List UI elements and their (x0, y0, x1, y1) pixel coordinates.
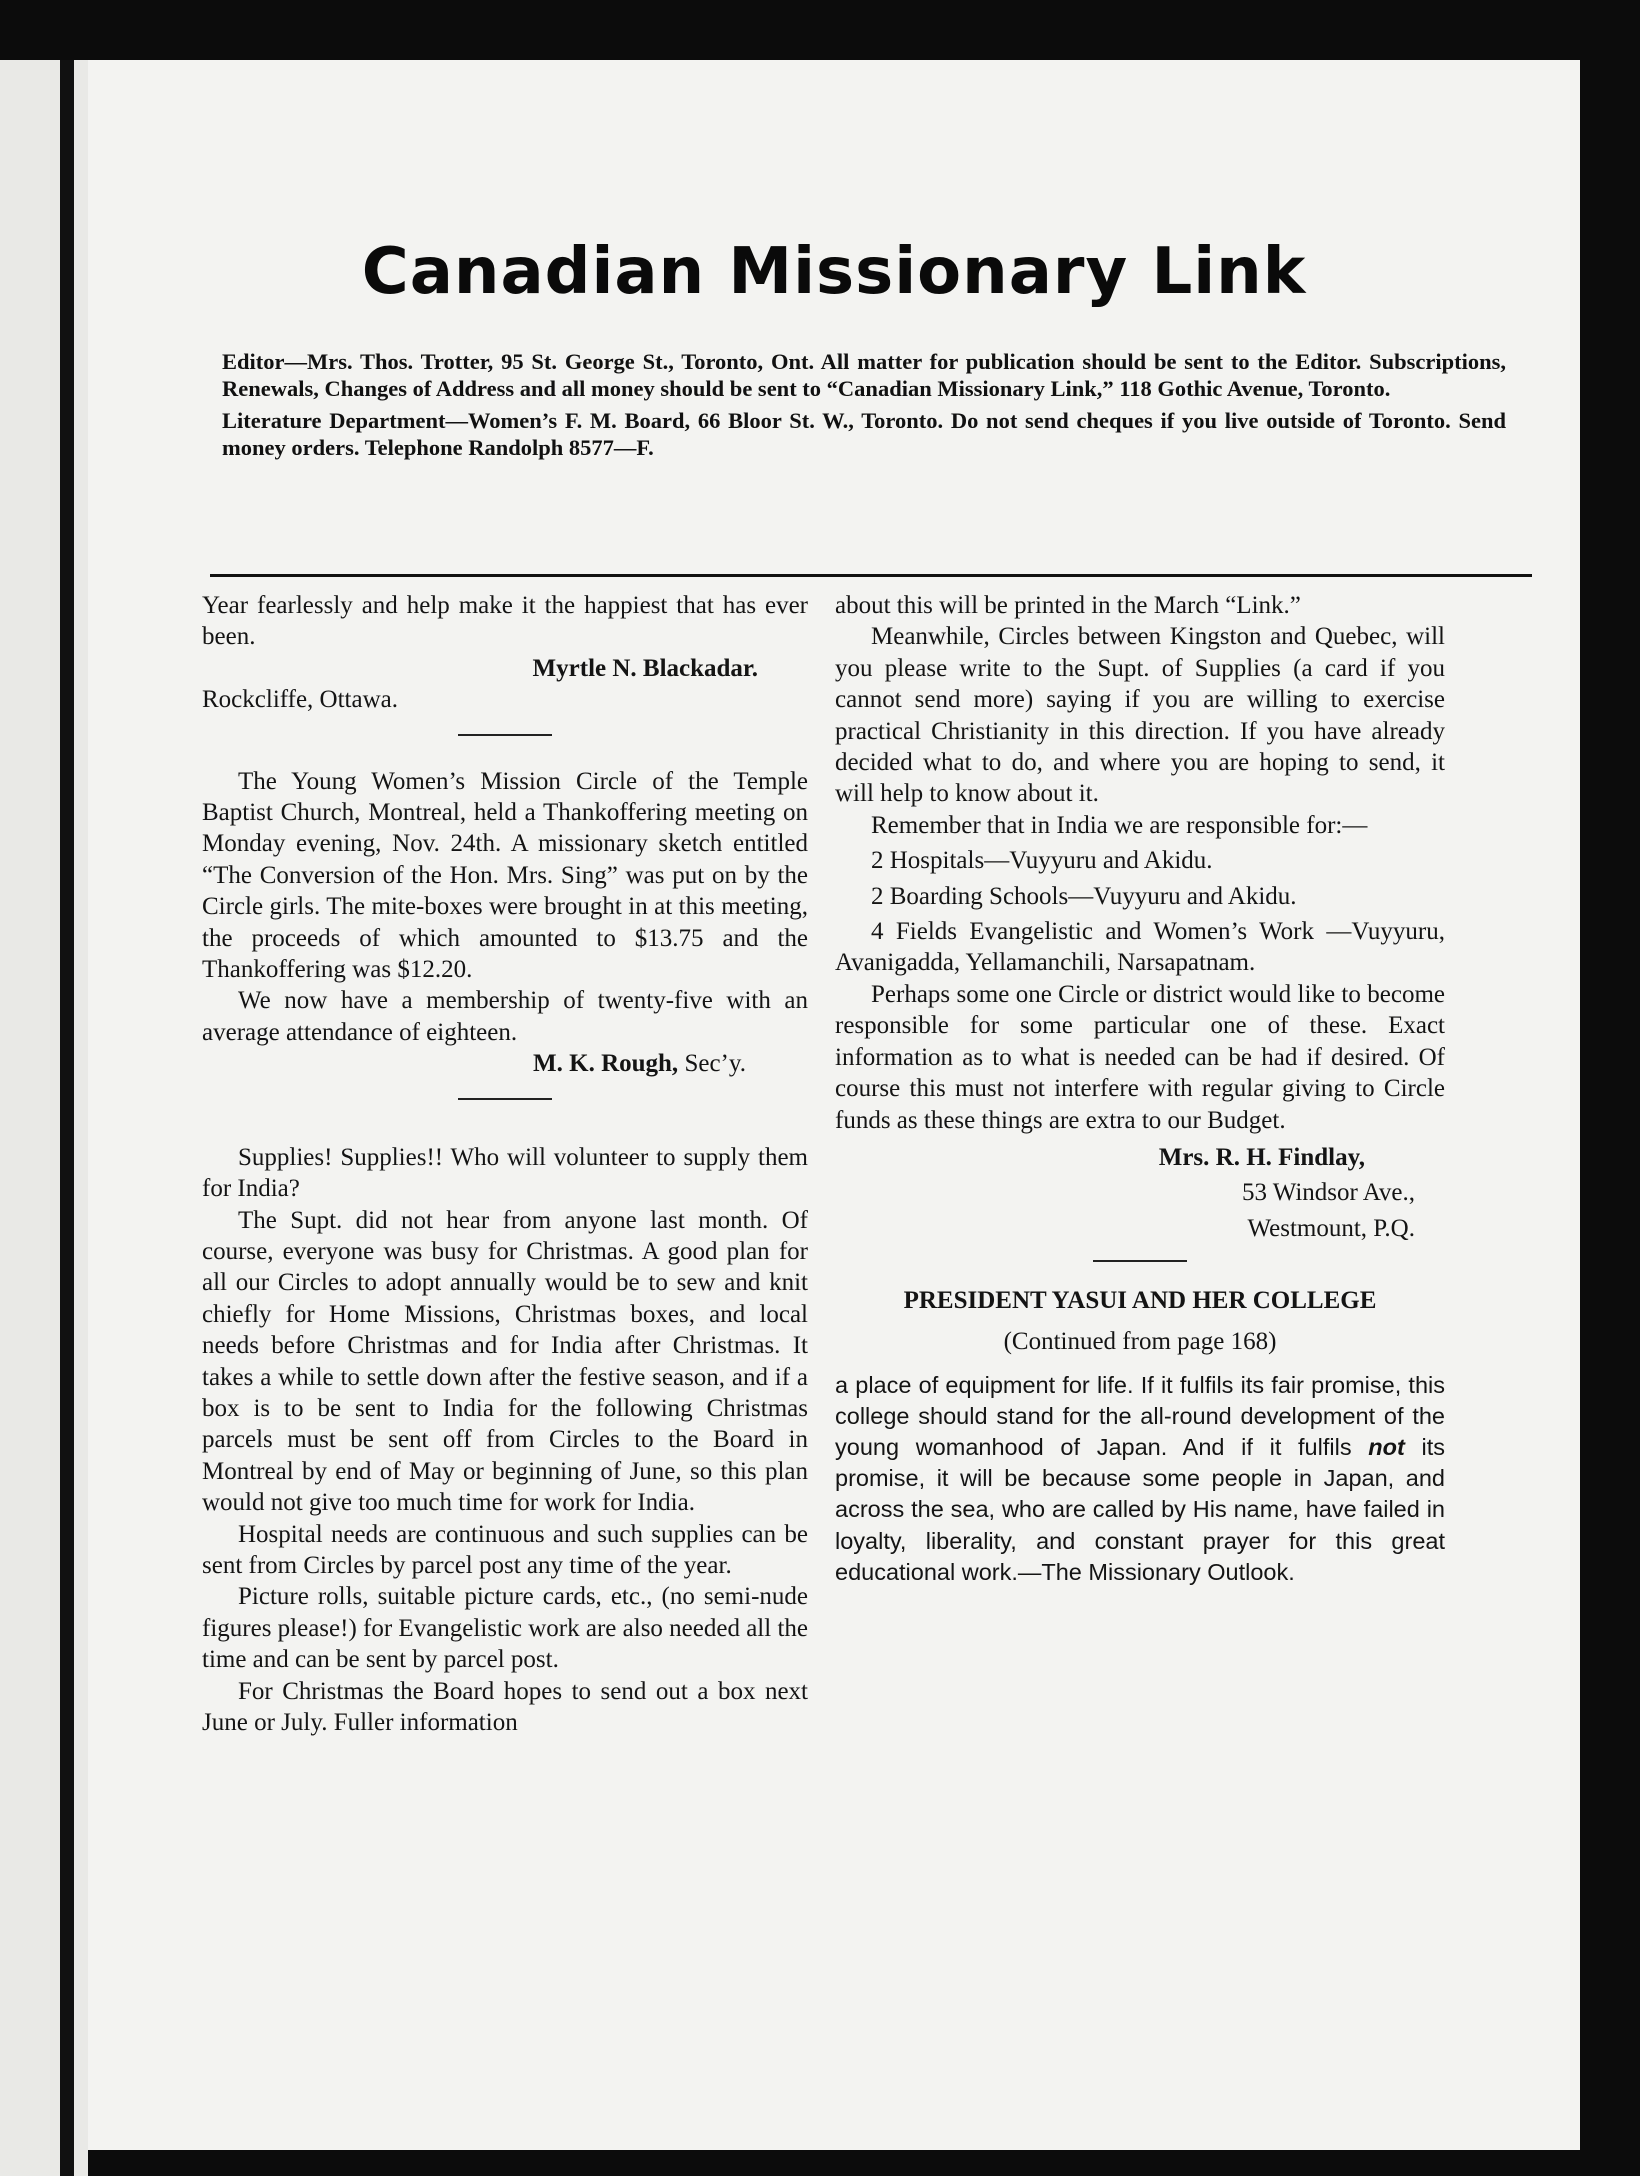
literature-department-info: Literature Department—Women’s F. M. Board, 66 Bloor St. W., Toronto. Do not send cheques if you live outside of Toronto. Send money orders. Telephone Randolph 8577—F. (222, 408, 1506, 460)
section-divider (458, 734, 552, 736)
signature-place: Rockcliffe, Ottawa. (202, 686, 398, 714)
article-heading: PRESIDENT YASUI AND HER COLLEGE (903, 1287, 1377, 1315)
magazine-page (88, 60, 1580, 2150)
signature (202, 1048, 808, 1079)
facing-page-edge (0, 60, 88, 2176)
text-run: a place of equipment for life. If it fulfils its fair promise, this college should stand for the all-round development of the young womanhood of Japan. And if it fulfils (835, 1371, 1445, 1460)
section-divider (1093, 1260, 1187, 1262)
article-paragraph: We now have a membership of twenty-five with an average attendance of eighteen. (202, 987, 808, 1046)
article-paragraph: Year fearlessly and help make it the happiest that has ever been. (202, 592, 808, 651)
left-column (202, 590, 808, 1738)
list-item: 2 Hospitals—Vuyyuru and Akidu. (871, 847, 1213, 875)
article-paragraph: The Supt. did not hear from anyone last month. Of course, everyone was busy for Christmas. A good plan for all our Circles to adopt annually would be to sew and knit chiefly for Home Missions, Christmas boxes, and local needs before Christmas and for India after Christmas. It takes a while to settle down after the festive season, and if a box is to be sent to India for the following Christmas parcels must be sent off from Circles to the Board in Montreal by end of May or beginning of June, so this plan would not give too much time for work for India. (202, 1206, 808, 1517)
section-divider (458, 1098, 552, 1100)
list-item: 2 Boarding Schools—Vuyyuru and Akidu. (871, 882, 1297, 910)
signature-title: Sec’y. (678, 1050, 746, 1078)
editorial-info: Editor—Mrs. Thos. Trotter, 95 St. George St., Toronto, Ont. All matter for publication should be sent to the Editor. Subscriptions, Renewals, Changes of Address and all money should be sent to “Canadian Missionary Link,” 118 Gothic Avenue, Toronto. (222, 349, 1506, 401)
right-column (835, 590, 1445, 1588)
article-paragraph (835, 1370, 1445, 1588)
list-item: 4 Fields Evangelistic and Women’s Work —Vuyyuru, Avanigadda, Yellamanchili, Narsapatnam. (835, 918, 1445, 977)
continued-note: (Continued from page 168) (1003, 1328, 1277, 1356)
article-paragraph: Supplies! Supplies!! Who will volunteer to supply them for India? (202, 1143, 808, 1203)
article-paragraph: Hospital needs are continuous and such supplies can be sent from Circles by parcel post any time of the year. (202, 1520, 808, 1579)
masthead-title: Canadian Missionary Link (361, 235, 1307, 309)
article-paragraph: Meanwhile, Circles between Kingston and Quebec, will you please write to the Supt. of Supplies (a card if you cannot send more) saying if you are willing to exercise practical Christianity in this direction. If you have already decided what to do, and where you are hoping to send, it will help to know about it. (835, 623, 1445, 808)
header-rule (210, 574, 1532, 577)
article-paragraph: Remember that in India we are responsible for:— (871, 811, 1368, 839)
article-paragraph: about this will be printed in the March “Link.” (835, 592, 1301, 619)
article-paragraph: Picture rolls, suitable picture cards, etc., (no semi-nude figures please!) for Evangelistic work are also needed all the time and can be sent by parcel post. (202, 1583, 808, 1674)
article-paragraph: The Young Women’s Mission Circle of the Temple Baptist Church, Montreal, held a Thankoffering meeting on Monday evening, Nov. 24th. A missionary sketch entitled “The Conversion of the Hon. Mrs. Sing” was put on by the Circle girls. The mite-boxes were brought in at this meeting, the proceeds of which amounted to $13.75 and the Thankoffering was $12.20. (202, 767, 808, 984)
page-gutter (60, 60, 74, 2176)
signature-name: M. K. Rough, (533, 1050, 679, 1078)
signature: Mrs. R. H. Findlay, (1158, 1143, 1365, 1171)
emphasis: not (1368, 1433, 1405, 1460)
signature-address: 53 Windsor Ave., (1241, 1179, 1415, 1207)
signature-address: Westmount, P.Q. (1247, 1214, 1415, 1242)
editorial-notice (222, 348, 1506, 466)
text-run: its promise, it will be because some people in Japan, and across the sea, who are called by His name, have failed in loyalty, liberality, and constant prayer for this great educational work.—The Missionary Outlook. (835, 1433, 1445, 1585)
article-paragraph: For Christmas the Board hopes to send out a box next June or July. Fuller information (202, 1677, 808, 1736)
signature: Myrtle N. Blackadar. (532, 654, 758, 682)
article-paragraph: Perhaps some one Circle or district would like to become responsible for some particular one of these. Exact information as to what is needed can be had if desired. Of course this must not interfere with regular giving to Circle funds as these things are extra to our Budget. (835, 980, 1445, 1134)
